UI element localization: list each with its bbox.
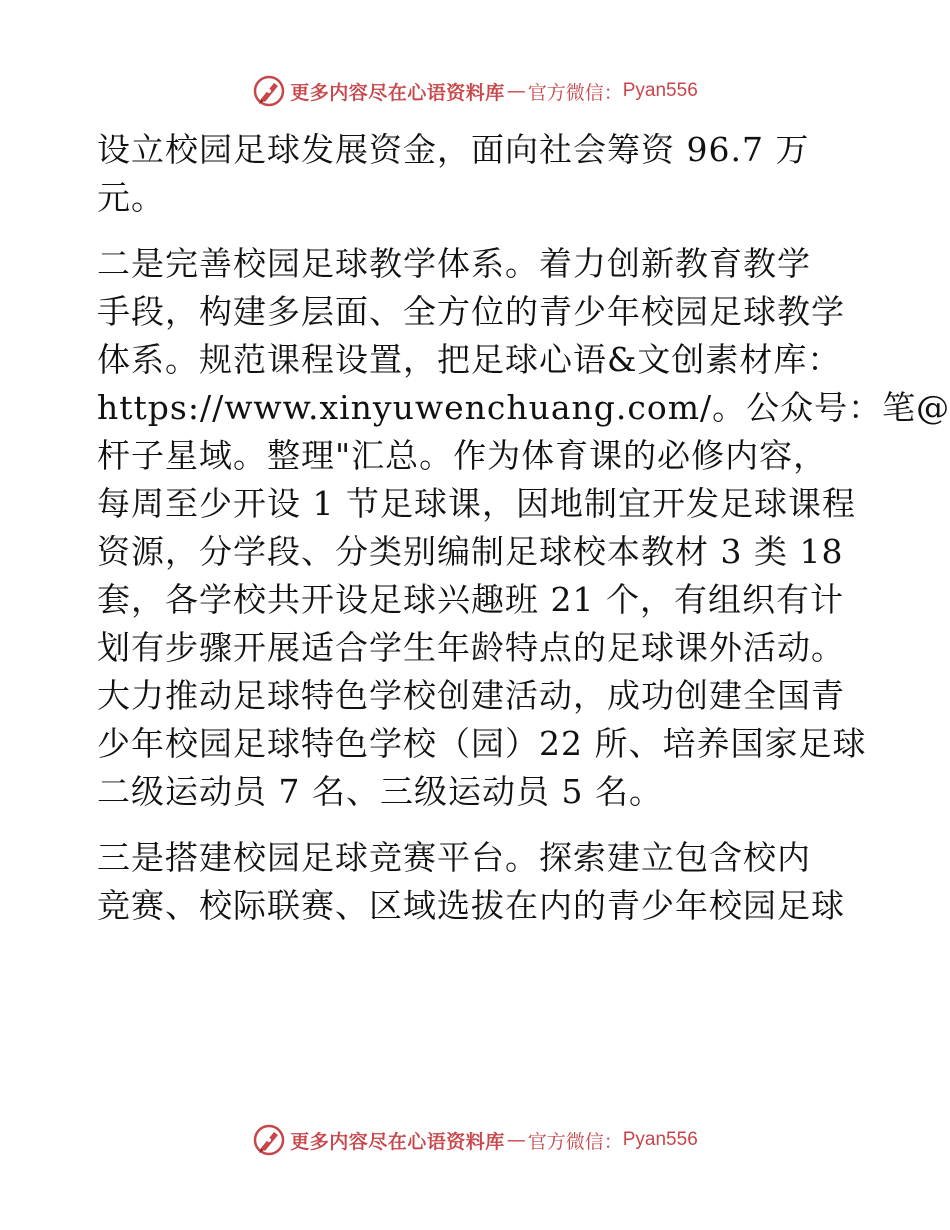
- text-line: 设立校园足球发展资金，面向社会筹资 96.7 万: [97, 130, 810, 169]
- paragraph-teaching-system: [97, 240, 950, 816]
- pen-logo-icon: [252, 1123, 286, 1157]
- text-line: 二级运动员 7 名、三级运动员 5 名。: [97, 772, 663, 811]
- footer-watermark-banner: [0, 1122, 950, 1158]
- document-body: [97, 126, 950, 930]
- pen-logo-icon: [252, 74, 286, 108]
- header-library-text: 更多内容尽在心语资料库: [290, 81, 505, 104]
- text-line: https://www.xinyuwenchuang.com/。公众号：笔@: [97, 388, 950, 427]
- text-line: 竞赛、校际联赛、区域选拔在内的青少年校园足球: [97, 886, 845, 925]
- text-line: 体系。规范课程设置，把足球心语&文创素材库：: [97, 340, 842, 379]
- header-wechat-id: Pyan556: [622, 80, 698, 101]
- text-line: 元。: [97, 178, 165, 217]
- paragraph-fund: [97, 126, 867, 222]
- text-line: 杆子星域。整理"汇总。作为体育课的必修内容，: [97, 436, 828, 475]
- text-line: 资源，分学段、分类别编制足球校本教材 3 类 18: [97, 532, 844, 571]
- paragraph-competition-platform: [97, 834, 867, 930]
- header-dash: —: [506, 80, 526, 102]
- footer-wechat-label: 官方微信：: [527, 1130, 623, 1153]
- text-line: 每周至少开设 1 节足球课，因地制宜开发足球课程: [97, 484, 856, 523]
- text-line: 三是搭建校园足球竞赛平台。探索建立包含校内: [97, 838, 811, 877]
- footer-dash: —: [506, 1129, 526, 1151]
- text-line: 大力推动足球特色学校创建活动，成功创建全国青: [97, 676, 845, 715]
- text-line: 手段，构建多层面、全方位的青少年校园足球教学: [97, 292, 845, 331]
- header-watermark-banner: [0, 73, 950, 109]
- footer-wechat-id: Pyan556: [622, 1129, 698, 1150]
- text-line: 套，各学校共开设足球兴趣班 21 个，有组织有计: [97, 580, 844, 619]
- footer-library-text: 更多内容尽在心语资料库: [290, 1130, 505, 1153]
- text-line: 划有步骤开展适合学生年龄特点的足球课外活动。: [97, 628, 845, 667]
- header-wechat-label: 官方微信：: [527, 81, 623, 104]
- text-line: 二是完善校园足球教学体系。着力创新教育教学: [97, 244, 811, 283]
- text-line: 少年校园足球特色学校（园）22 所、培养国家足球: [97, 724, 867, 763]
